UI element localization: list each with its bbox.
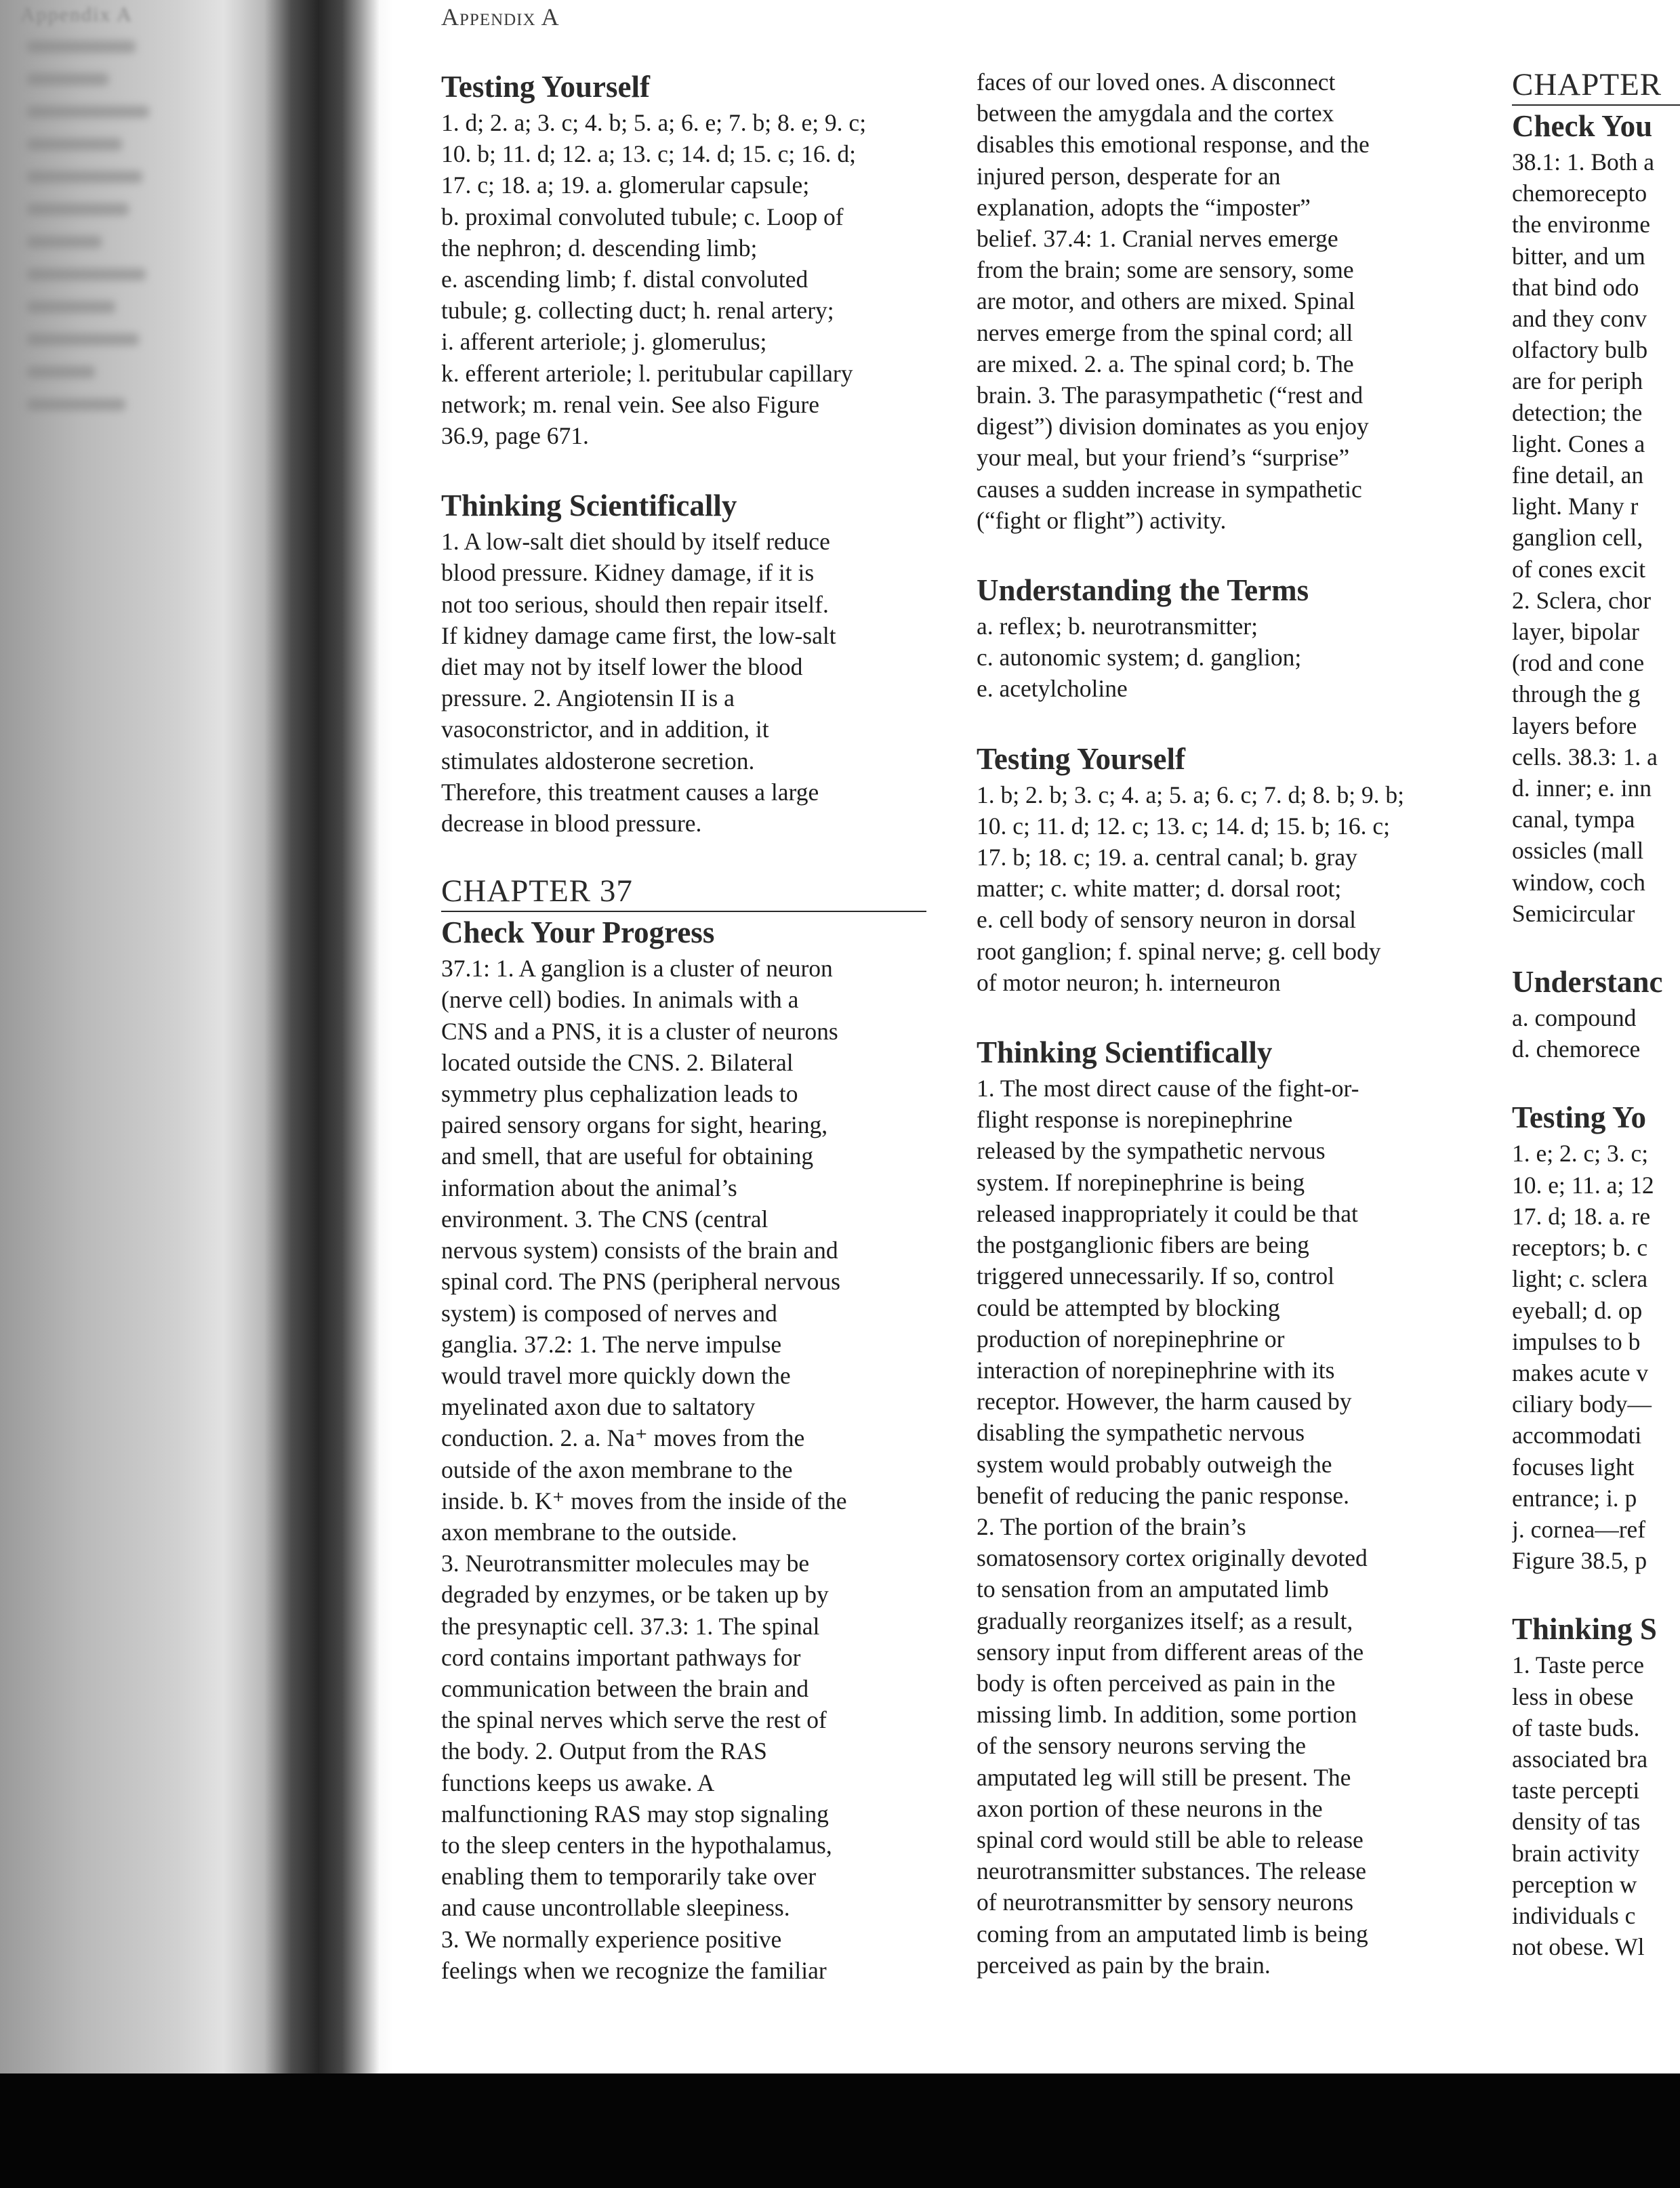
heading-check-your-progress: Check You	[1512, 109, 1653, 143]
fold-shadow	[312, 0, 393, 2188]
thinking-scientifically-answers: 1. Taste perce less in obese of taste buds. associated bra taste percepti density of tas brain activity perception w individuals c not obese. Wl	[1512, 1651, 1648, 1961]
thinking-scientifically-answers: 1. The most direct cause of the fight-or- flight response is norepinephrine released by the sympathetic nervous system. If norepinephrine is being released inappropriately it could be that the postganglionic fibers are being triggered unnecessarily. If so, control could be attempted by blocking production of norepinephrine or interaction of norepinephrine with its receptor. However, the harm caused by disabling the sympathetic nervous system would probably outweigh the benefit of reducing the panic response. 2. The portion of the brain’s somatosensory cortex originally devoted to sensation from an amputated limb gradually reorganizes itself; as a result, sensory input from different areas of the body is often perceived as pain in the missing limb. In addition, some portion of the sensory neurons serving the amputated leg will still be present. The axon portion of these neurons in the spinal cord would still be able to release neurotransmitter substances. The release of neurotransmitter by sensory neurons coming from an amputated limb is being perceived as pain by the brain.	[977, 1075, 1368, 1979]
testing-yourself-answers: 1. e; 2. c; 3. c; 10. e; 11. a; 12 17. d; 18. a. re receptors; b. c light; c. sclera eyeball; d. op impulses to b makes acute v ciliary body— accommodati focuses light entrance; i. p j. cornea—ref Figure 38.5, p	[1512, 1140, 1654, 1575]
testing-yourself-answers: 1. b; 2. b; 3. c; 4. a; 5. a; 6. c; 7. d; 8. b; 9. b; 10. c; 11. d; 12. c; 13. c; 14. d; 15. b; 16. c; 17. b; 18. c; 19. a. central canal; b. gray matter; c. white matter; d. dorsal root; e. cell body of sensory neuron in dorsal root ganglion; f. spinal nerve; g. cell body of motor neuron; h. interneuron	[977, 781, 1405, 996]
facing-page-running-head: Appendix A	[20, 3, 133, 26]
column-3-cropped	[1512, 66, 1680, 2072]
heading-testing-yourself: Testing Yourself	[441, 70, 650, 104]
heading-thinking-scientifically: Thinking Scientifically	[977, 1035, 1273, 1070]
chapter-37-heading: CHAPTER 37	[441, 873, 926, 912]
heading-testing-yourself: Testing Yourself	[977, 741, 1185, 776]
heading-understanding-the-terms: Understanc	[1512, 965, 1663, 999]
heading-thinking-scientifically: Thinking Scientifically	[441, 489, 737, 523]
thinking-scientifically-answers: 1. A low-salt diet should by itself reduce blood pressure. Kidney damage, if it is not too serious, should then repair itself. If kidney damage came first, the low-salt diet may not by itself lower the blood pressure. 2. Angiotensin II is a vasoconstrictor, and in addition, it stimulates aldosterone secretion. Therefore, this treatment causes a large decrease in blood pressure.	[441, 528, 836, 838]
facing-page-blurred-text	[27, 41, 163, 922]
understanding-the-terms-answers: a. reflex; b. neurotransmitter; c. autonomic system; d. ganglion; e. acetylcholine	[977, 613, 1302, 703]
running-head: Appendix A	[441, 3, 560, 30]
heading-thinking-scientifically: Thinking S	[1512, 1612, 1657, 1647]
heading-check-your-progress: Check Your Progress	[441, 915, 715, 950]
heading-understanding-the-terms: Understanding the Terms	[977, 573, 1309, 608]
scan-bottom-edge	[0, 2073, 1680, 2188]
heading-testing-yourself: Testing Yo	[1512, 1100, 1646, 1135]
testing-yourself-answers: 1. d; 2. a; 3. c; 4. b; 5. a; 6. e; 7. b; 8. e; 9. c; 10. b; 11. d; 12. a; 13. c; 14. d; 15. c; 16. d; 17. c; 18. a; 19. a. glomerular capsule; b. proximal convoluted tubule; c. Loop of the nephron; d. descending limb; e. ascending limb; f. distal convoluted tubule; g. collecting duct; h. renal artery; i. afferent arteriole; j. glomerulus; k. efferent arteriole; l. peritubular capillary network; m. renal vein. See also Figure 36.9, page 671.	[441, 109, 867, 450]
check-your-progress-continued: faces of our loved ones. A disconnect between the amygdala and the cortex disables this emotional response, and the injured person, desperate for an explanation, adopts the “imposter” belief. 37.4: 1. Cranial nerves emerge from the brain; some are sensory, some are motor, and others are mixed. Spinal nerves emerge from the spinal cord; all are mixed. 2. a. The spinal cord; b. The brain. 3. The parasympathetic (“rest and digest”) division dominates as you enjoy your meal, but your friend’s “surprise” causes a sudden increase in sympathetic (“fight or flight”) activity.	[977, 68, 1370, 534]
column-2	[977, 66, 1478, 1981]
check-your-progress-answers: 38.1: 1. Both a chemorecepto the environme bitter, and um that bind odo and they conv olfactory bulb are for periph detection; the light. Cones a fine detail, an light. Many r ganglion cell, of cones excit 2. Sclera, chor layer, bipolar (rod and cone through the g layers before cells. 38.3: 1. a d. inner; e. inn canal, tympa ossicles (mall window, coch Semicircular	[1512, 148, 1658, 927]
chapter-38-heading: CHAPTER	[1512, 66, 1680, 106]
column-1	[441, 66, 943, 1986]
understanding-the-terms-answers: a. compound d. chemorece	[1512, 1004, 1641, 1063]
check-your-progress-answers: 37.1: 1. A ganglion is a cluster of neuron (nerve cell) bodies. In animals with a CNS and a PNS, it is a cluster of neurons located outside the CNS. 2. Bilateral symmetry plus cephalization leads to paired sensory organs for sight, hearing, and smell, that are useful for obtaining information about the animal’s environment. 3. The CNS (central nervous system) consists of the brain and spinal cord. The PNS (peripheral nervous system) is composed of nerves and ganglia. 37.2: 1. The nerve impulse would travel more quickly down the myelinated axon due to saltatory conduction. 2. a. Na⁺ moves from the outside of the axon membrane to the inside. b. K⁺ moves from the inside of the axon membrane to the outside. 3. Neurotransmitter molecules may be degraded by enzymes, or be taken up by the presynaptic cell. 37.3: 1. The spinal cord contains important pathways for communication between the brain and the spinal nerves which serve the rest of the body. 2. Output from the RAS functions keeps us awake. A malfunctioning RAS may stop signaling to the sleep centers in the hypothalamus, enabling them to temporarily take over and cause uncontrollable sleepiness. 3. We normally experience positive feelings when we recognize the familiar	[441, 955, 847, 1984]
